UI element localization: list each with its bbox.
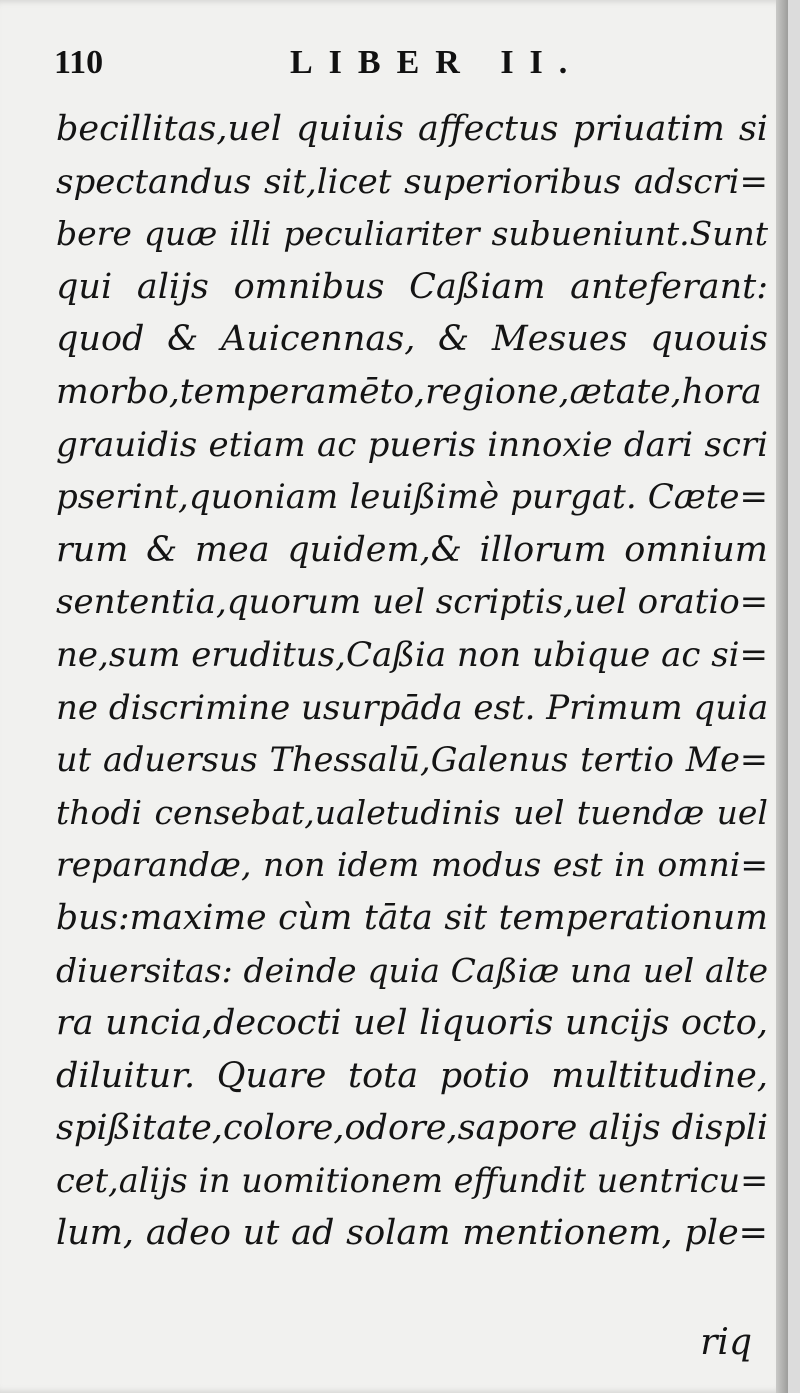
text-line: becillitas,uel quiuis affectus priuatim si [56, 109, 768, 149]
text-line: ra uncia,decocti uel liquoris uncijs octo, [56, 1003, 768, 1044]
text-line: grauidis etiam ac pueris innoxie dari scri [56, 424, 768, 465]
text-line: qui alijs omnibus Caßiam anteferant: [56, 266, 768, 307]
page-header [54, 44, 770, 94]
text-line: ne,sum eruditus,Caßia non ubique ac si= [56, 634, 769, 675]
text-line: diluitur. Quare tota potio multitudine, [56, 1055, 768, 1096]
text-line: lum, adeo ut ad solam mentionem, ple= [56, 1213, 768, 1254]
text-line: reparandæ, non idem modus est in omni= [56, 845, 768, 885]
text-line: cet,alijs in uomitionem effundit uentricu= [56, 1160, 769, 1200]
page-edge [776, 0, 788, 1393]
text-line: spectandus sit,licet superioribus adscri= [56, 161, 768, 202]
text-line: bus:maxime cùm tāta sit temperationum [56, 897, 768, 938]
text-line: rum & mea quidem,& illorum omnium [56, 529, 768, 570]
text-line: ut aduersus Thessalū,Galenus tertio Me= [56, 740, 768, 780]
page-number: 110 [54, 44, 104, 81]
text-line: pserint,quoniam leuißimè purgat. Cæte= [56, 477, 768, 518]
text-line: diuersitas: deinde quia Caßiæ una uel alte [56, 950, 768, 990]
body-text [56, 103, 768, 1260]
text-line: spißitate,colore,odore,sapore alijs displi [56, 1108, 769, 1149]
text-line: quod & Auicennas, & Mesues quouis [56, 319, 768, 360]
text-line: thodi censebat,ualetudinis uel tuendæ uel [56, 792, 768, 832]
text-line: sententia,quorum uel scriptis,uel oratio= [56, 582, 769, 623]
text-line: bere quæ illi peculiariter subueniunt.Sunt [56, 214, 768, 254]
running-head: LIBER II. [290, 44, 584, 81]
text-line: ne discrimine usurpāda est. Primum quia [56, 687, 769, 728]
catchword: riq [700, 1322, 752, 1363]
text-line: morbo,temperamēto,regione,ætate,hora [56, 371, 762, 412]
